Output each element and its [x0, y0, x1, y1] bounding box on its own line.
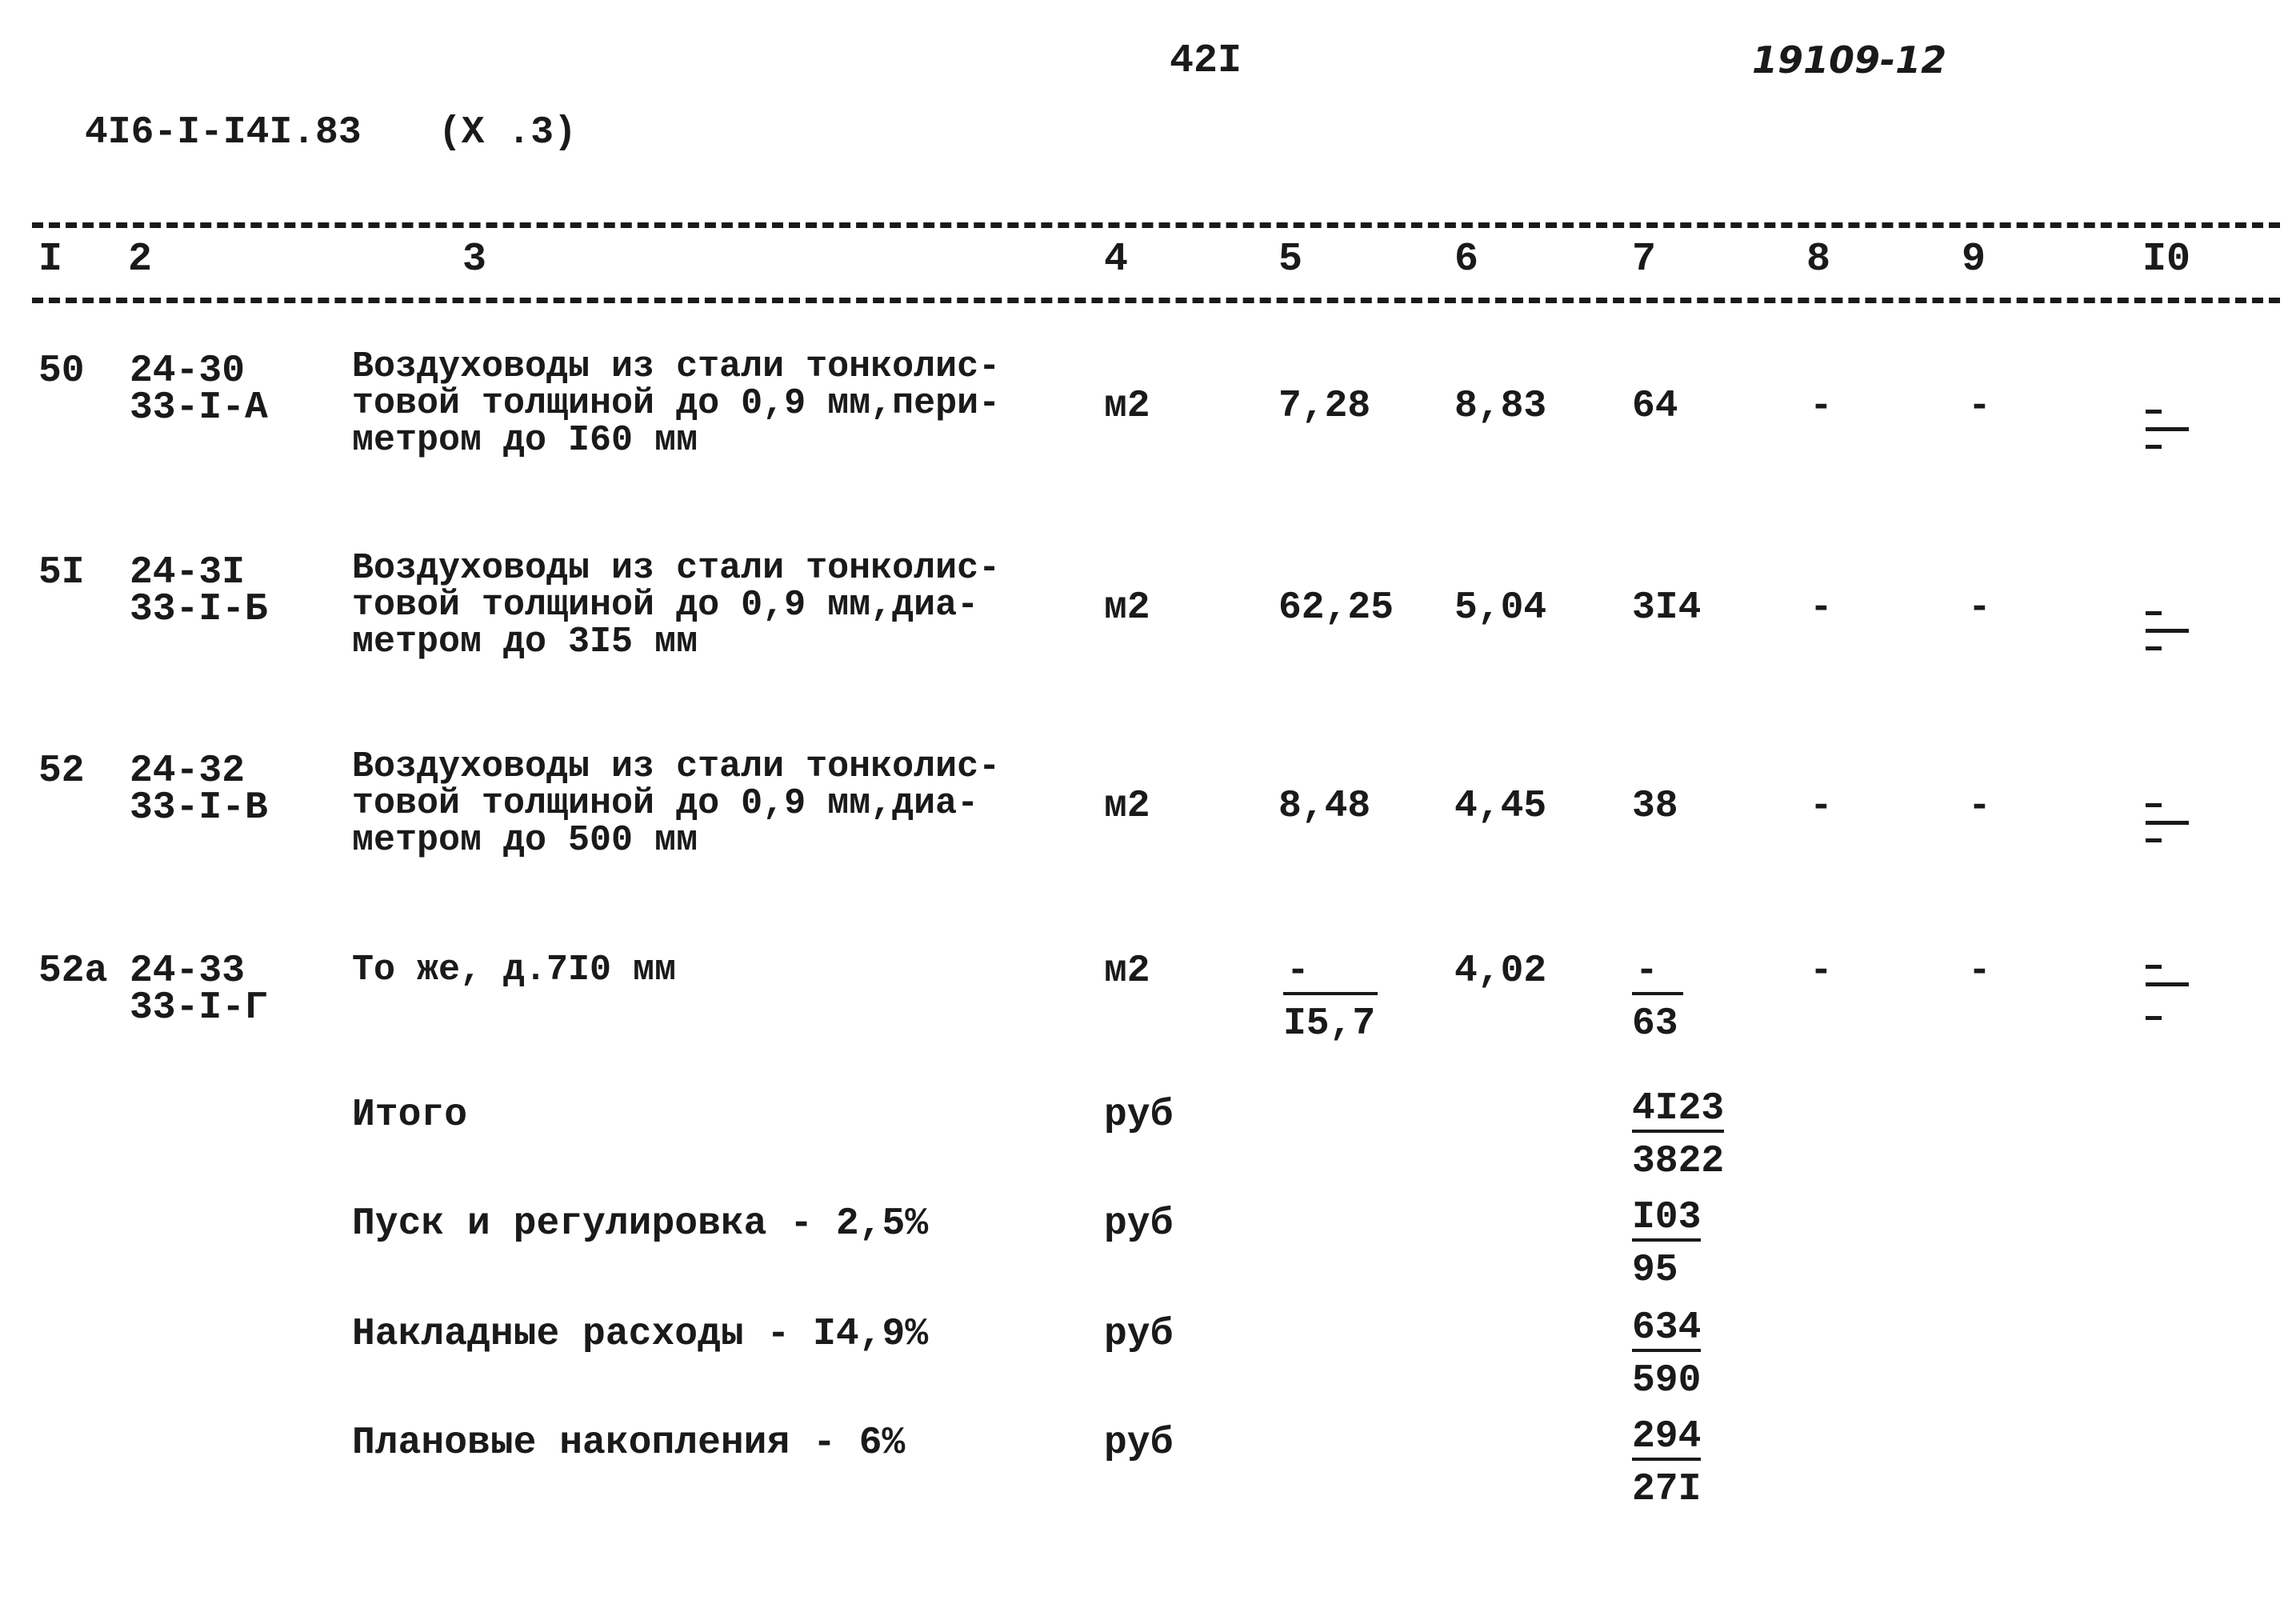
- row-number: 52а: [38, 950, 108, 993]
- row-cost-top: -: [1635, 950, 1658, 993]
- header-bottom-rule: [32, 298, 2280, 303]
- column-header: 3: [462, 237, 487, 282]
- row-col8: -: [1810, 785, 1833, 828]
- row-code: 33-I-A: [130, 386, 268, 430]
- row-code: 33-I-Г: [130, 986, 268, 1030]
- row-quantity: 62,25: [1278, 586, 1394, 630]
- total-value-bottom: 590: [1632, 1359, 1702, 1402]
- row-cost: 38: [1632, 785, 1678, 828]
- column-header: 6: [1454, 237, 1479, 282]
- row-col8: -: [1810, 586, 1833, 630]
- document-code: 4I6-I-I4I.83: [85, 111, 362, 154]
- row-quantity: 8,48: [1278, 785, 1371, 828]
- row-description: Воздуховоды из стали тонколис- товой толщиной до 0,9 мм,пери- метром до I60 мм: [352, 346, 1001, 461]
- archive-stamp: 19109-12: [1752, 38, 1947, 82]
- total-value-top: 634: [1632, 1309, 1701, 1352]
- row-unit: м2: [1104, 586, 1150, 630]
- total-label: Пуск и регулировка - 2,5%: [352, 1202, 929, 1246]
- total-value-bottom: 3822: [1632, 1140, 1725, 1183]
- row-code: 24-33: [130, 950, 246, 993]
- row-col8: -: [1810, 385, 1833, 428]
- section-label: (X .3): [438, 111, 577, 154]
- column-header: 7: [1632, 237, 1657, 282]
- column-header: I0: [2142, 237, 2191, 282]
- row-description: Воздуховоды из стали тонколис- товой толщиной до 0,9 мм,диа- метром до 500 мм: [352, 746, 1001, 861]
- row-price: 5,04: [1454, 586, 1547, 630]
- row-quantity: 7,28: [1278, 385, 1371, 428]
- page-number: 42I: [1170, 38, 1242, 84]
- total-unit: руб: [1104, 1094, 1174, 1137]
- row-number: 5I: [38, 551, 85, 594]
- row-code: 33-I-Б: [130, 588, 268, 631]
- row-description: Воздуховоды из стали тонколис- товой толщиной до 0,9 мм,диа- метром до 3I5 мм: [352, 548, 1001, 662]
- column-header: 2: [128, 237, 153, 282]
- row-code: 24-3I: [130, 551, 246, 594]
- total-unit: руб: [1104, 1202, 1174, 1246]
- total-label: Итого: [352, 1094, 468, 1137]
- total-value-bottom: 27I: [1632, 1468, 1702, 1511]
- row-price: 4,45: [1454, 785, 1547, 828]
- row-code: 33-I-В: [130, 786, 268, 830]
- total-unit: руб: [1104, 1422, 1174, 1465]
- row-unit: м2: [1104, 385, 1150, 428]
- row-price: 4,02: [1454, 950, 1547, 993]
- total-value-top: 294: [1632, 1418, 1701, 1461]
- row-unit: м2: [1104, 785, 1150, 828]
- row-col8: -: [1810, 950, 1833, 993]
- fraction-line: [1632, 992, 1683, 995]
- row-code: 24-30: [130, 350, 246, 393]
- row-code: 24-32: [130, 750, 246, 793]
- row-cost-bottom: 63: [1632, 1002, 1678, 1046]
- column-header: I: [38, 237, 63, 282]
- row-col9: -: [1968, 785, 1991, 828]
- row-price: 8,83: [1454, 385, 1547, 428]
- row-number: 52: [38, 750, 85, 793]
- column-header: 4: [1104, 237, 1129, 282]
- column-header: 8: [1806, 237, 1831, 282]
- total-value-top: 4I23: [1632, 1090, 1724, 1133]
- total-unit: руб: [1104, 1313, 1174, 1356]
- row-cost: 64: [1632, 385, 1678, 428]
- total-label: Накладные расходы - I4,9%: [352, 1313, 929, 1356]
- header-top-rule: [32, 222, 2280, 228]
- row-quantity-top: -: [1286, 950, 1310, 993]
- row-col9: -: [1968, 586, 1991, 630]
- total-value-bottom: 95: [1632, 1249, 1678, 1292]
- total-label: Плановые накопления - 6%: [352, 1422, 906, 1465]
- row-unit: м2: [1104, 950, 1150, 993]
- fraction-line: [1283, 992, 1378, 995]
- row-quantity-bottom: I5,7: [1283, 1002, 1376, 1046]
- column-header: 9: [1962, 237, 1986, 282]
- row-cost: 3I4: [1632, 586, 1702, 630]
- row-number: 50: [38, 350, 85, 393]
- total-value-top: I03: [1632, 1198, 1701, 1242]
- column-header: 5: [1278, 237, 1303, 282]
- row-col9: -: [1968, 385, 1991, 428]
- row-description: То же, д.7I0 мм: [352, 950, 677, 990]
- row-col9: -: [1968, 950, 1991, 993]
